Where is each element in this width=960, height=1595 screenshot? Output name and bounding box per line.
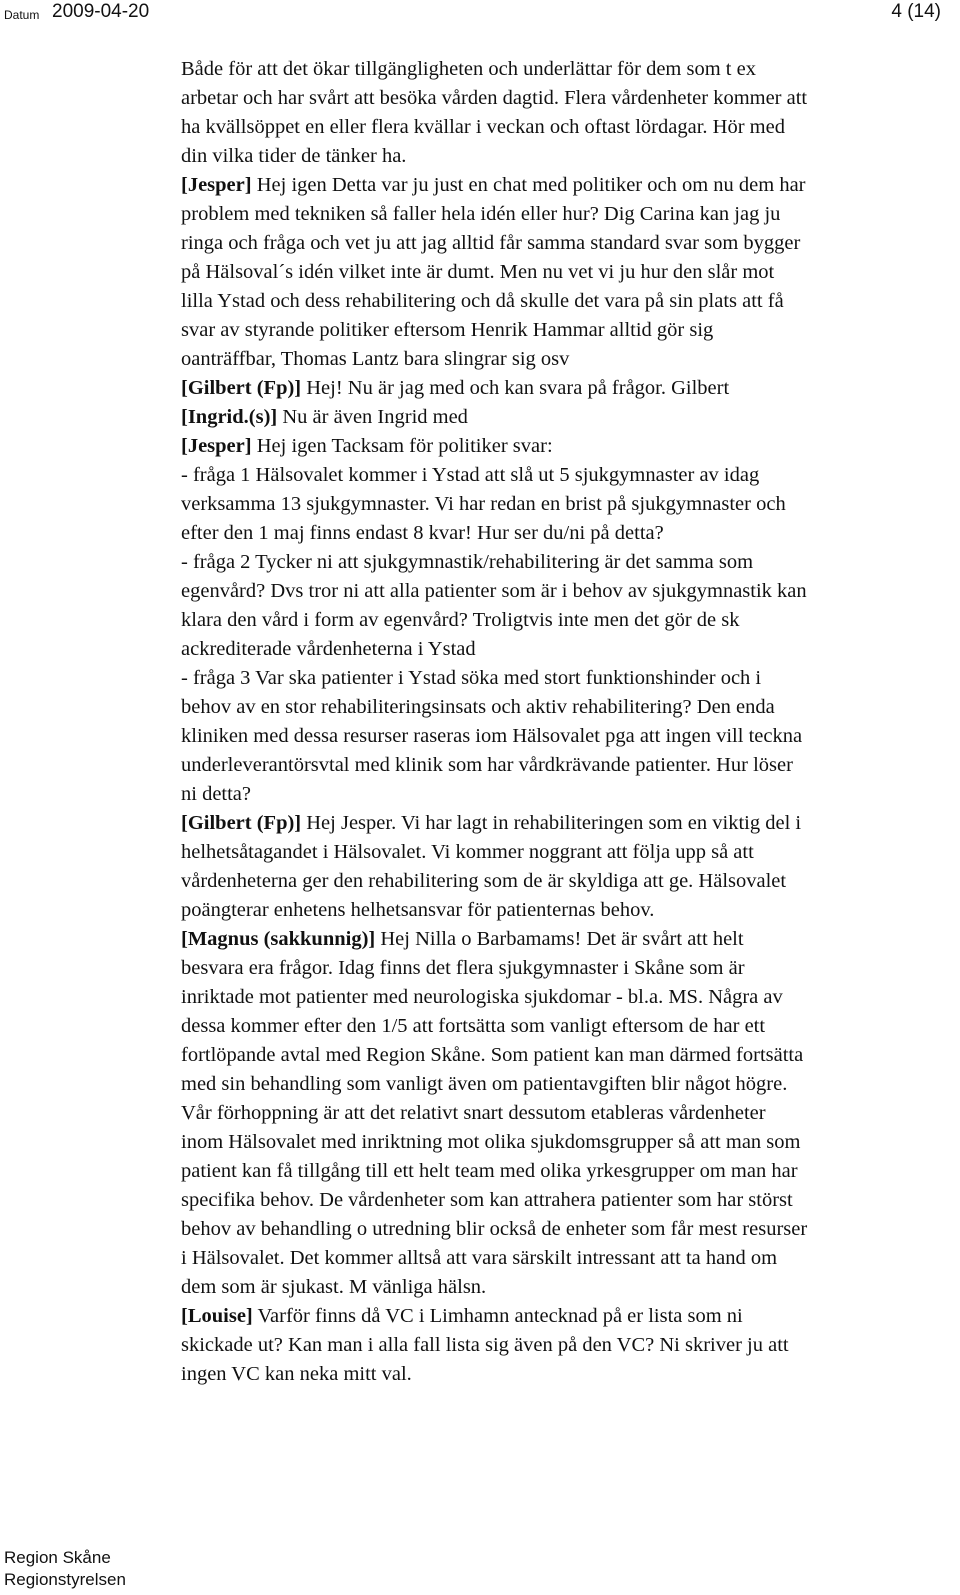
line-text: kliniken med dessa resurser raseras iom Hälsovalet pga att ingen vill teckna: [181, 725, 803, 747]
speaker-name: [Ingrid.(s)]: [181, 406, 278, 428]
page-footer: [4, 1547, 126, 1591]
line-text: i Hälsovalet. Det kommer alltså att vara särskilt intressant att ta hand om: [181, 1247, 778, 1269]
transcript-line: [181, 1331, 956, 1360]
transcript-line: [181, 606, 956, 635]
transcript-line: [181, 1099, 956, 1128]
line-text: Hej igen Tacksam för politiker svar:: [251, 435, 553, 457]
line-text: din vilka tider de tänker ha.: [181, 145, 407, 167]
transcript-line: [181, 142, 956, 171]
line-text: Hej igen Detta var ju just en chat med politiker och om nu dem har: [251, 174, 806, 196]
transcript-line: [181, 345, 956, 374]
footer-department: Regionstyrelsen: [4, 1570, 126, 1589]
chat-transcript: [181, 55, 956, 1389]
transcript-line: [181, 316, 956, 345]
line-text: Vår förhoppning är att det relativt snart dessutom etableras vårdenheter: [181, 1102, 766, 1124]
transcript-line: [181, 838, 956, 867]
transcript-line: [181, 1215, 956, 1244]
transcript-line: [181, 519, 956, 548]
transcript-line: [181, 722, 956, 751]
line-text: egenvård? Dvs tror ni att alla patienter som är i behov av sjukgymnastik kan: [181, 580, 807, 602]
transcript-line: [181, 229, 956, 258]
document-date: 2009-04-20: [52, 1, 150, 22]
line-text: Hej! Nu är jag med och kan svara på frågor. Gilbert: [301, 377, 730, 399]
line-text: behov av behandling o utredning blir också de enheter som får mest resurser: [181, 1218, 808, 1240]
line-text: Hej Nilla o Barbamams! Det är svårt att helt: [375, 928, 744, 950]
transcript-line: [181, 867, 956, 896]
transcript-line: [181, 287, 956, 316]
line-text: verksamma 13 sjukgymnaster. Vi har redan en brist på sjukgymnaster och: [181, 493, 786, 515]
line-text: ni detta?: [181, 783, 252, 805]
speaker-name: [Jesper]: [181, 174, 252, 196]
line-text: dessa kommer efter den 1/5 att fortsätta som vanligt eftersom de har ett: [181, 1015, 766, 1037]
line-text: Både för att det ökar tillgängligheten och underlättar för dem som t ex: [181, 58, 756, 80]
line-text: - fråga 1 Hälsovalet kommer i Ystad att slå ut 5 sjukgymnaster av idag: [181, 464, 760, 486]
transcript-line: [181, 461, 956, 490]
transcript-line: [181, 113, 956, 142]
line-text: fortlöpande avtal med Region Skåne. Som patient kan man därmed fortsätta: [181, 1044, 804, 1066]
transcript-line: [181, 780, 956, 809]
line-text: dem som är sjukast. M vänliga hälsn.: [181, 1276, 487, 1298]
transcript-line: [181, 577, 956, 606]
transcript-line: [181, 200, 956, 229]
transcript-line: [181, 1186, 956, 1215]
transcript-line: [181, 171, 956, 200]
line-text: behov av en stor rehabiliteringsinsats och aktiv rehabilitering? Den enda: [181, 696, 775, 718]
transcript-line: [181, 1012, 956, 1041]
line-text: inom Hälsovalet med inriktning mot olika sjukdomsgrupper så att man som: [181, 1131, 801, 1153]
transcript-line: [181, 84, 956, 113]
transcript-line: [181, 1360, 956, 1389]
transcript-line: [181, 635, 956, 664]
transcript-line: [181, 751, 956, 780]
line-text: patient kan få tillgång till ett helt team med olika yrkesgrupper om man har: [181, 1160, 798, 1182]
line-text: arbetar och har svårt att besöka vården dagtid. Flera vårdenheter kommer att: [181, 87, 808, 109]
transcript-line: [181, 809, 956, 838]
line-text: lilla Ystad och dess rehabilitering och då skulle det vara på sin plats att få: [181, 290, 784, 312]
transcript-line: [181, 548, 956, 577]
line-text: på Hälsoval´s idén vilket inte är dumt. Men nu vet vi ju hur den slår mot: [181, 261, 775, 283]
line-text: Nu är även Ingrid med: [277, 406, 468, 428]
line-text: svar av styrande politiker eftersom Henrik Hammar alltid gör sig: [181, 319, 714, 341]
line-text: specifika behov. De vårdenheter som kan attrahera patienter som har störst: [181, 1189, 793, 1211]
line-text: ha kvällsöppet en eller flera kvällar i veckan och oftast lördagar. Hör med: [181, 116, 785, 138]
transcript-line: [181, 1070, 956, 1099]
line-text: Varför finns då VC i Limhamn antecknad på er lista som ni: [252, 1305, 743, 1327]
page-header: [0, 0, 960, 30]
transcript-line: [181, 1041, 956, 1070]
speaker-name: [Magnus (sakkunnig)]: [181, 928, 376, 950]
transcript-line: [181, 403, 956, 432]
line-text: ackrediterade vårdenheterna i Ystad: [181, 638, 476, 660]
line-text: oanträffbar, Thomas Lantz bara slingrar sig osv: [181, 348, 570, 370]
transcript-line: [181, 258, 956, 287]
transcript-line: [181, 983, 956, 1012]
line-text: med sin behandling som vanligt även om patientavgiften blir något högre.: [181, 1073, 788, 1095]
footer-organization: Region Skåne: [4, 1548, 111, 1567]
transcript-line: [181, 925, 956, 954]
line-text: - fråga 2 Tycker ni att sjukgymnastik/rehabilitering är det samma som: [181, 551, 754, 573]
line-text: klara den vård i form av egenvård? Troligtvis inte men det gör de sk: [181, 609, 740, 631]
line-text: problem med tekniken så faller hela idén eller hur? Dig Carina kan jag ju: [181, 203, 781, 225]
line-text: poängterar enhetens helhetsansvar för patienternas behov.: [181, 899, 655, 921]
line-text: - fråga 3 Var ska patienter i Ystad söka med stort funktionshinder och i: [181, 667, 762, 689]
transcript-line: [181, 693, 956, 722]
speaker-name: [Jesper]: [181, 435, 252, 457]
transcript-line: [181, 896, 956, 925]
line-text: besvara era frågor. Idag finns det flera sjukgymnaster i Skåne som är: [181, 957, 745, 979]
line-text: ringa och fråga och vet ju att jag alltid får samma standard svar som bygger: [181, 232, 801, 254]
line-text: skickade ut? Kan man i alla fall lista sig även på den VC? Ni skriver ju att: [181, 1334, 789, 1356]
transcript-line: [181, 664, 956, 693]
line-text: efter den 1 maj finns endast 8 kvar! Hur ser du/ni på detta?: [181, 522, 664, 544]
line-text: underleverantörsvtal med klinik som har vårdkrävande patienter. Hur löser: [181, 754, 793, 776]
transcript-line: [181, 55, 956, 84]
line-text: inriktade mot patienter med neurologiska sjukdomar - bl.a. MS. Några av: [181, 986, 783, 1008]
transcript-line: [181, 1273, 956, 1302]
speaker-name: [Gilbert (Fp)]: [181, 377, 302, 399]
transcript-line: [181, 1157, 956, 1186]
transcript-line: [181, 1302, 956, 1331]
date-label: Datum: [4, 8, 40, 22]
transcript-line: [181, 954, 956, 983]
speaker-name: [Gilbert (Fp)]: [181, 812, 302, 834]
line-text: vårdenheterna ger den rehabilitering som de är skyldiga att ge. Hälsovalet: [181, 870, 787, 892]
line-text: Hej Jesper. Vi har lagt in rehabiliteringen som en viktig del i: [301, 812, 802, 834]
page-number: 4 (14): [891, 1, 941, 22]
line-text: ingen VC kan neka mitt val.: [181, 1363, 412, 1385]
line-text: helhetsåtagandet i Hälsovalet. Vi kommer noggrant att följa upp så att: [181, 841, 754, 863]
speaker-name: [Louise]: [181, 1305, 253, 1327]
transcript-line: [181, 1244, 956, 1273]
transcript-line: [181, 1128, 956, 1157]
transcript-line: [181, 374, 956, 403]
transcript-line: [181, 432, 956, 461]
transcript-line: [181, 490, 956, 519]
